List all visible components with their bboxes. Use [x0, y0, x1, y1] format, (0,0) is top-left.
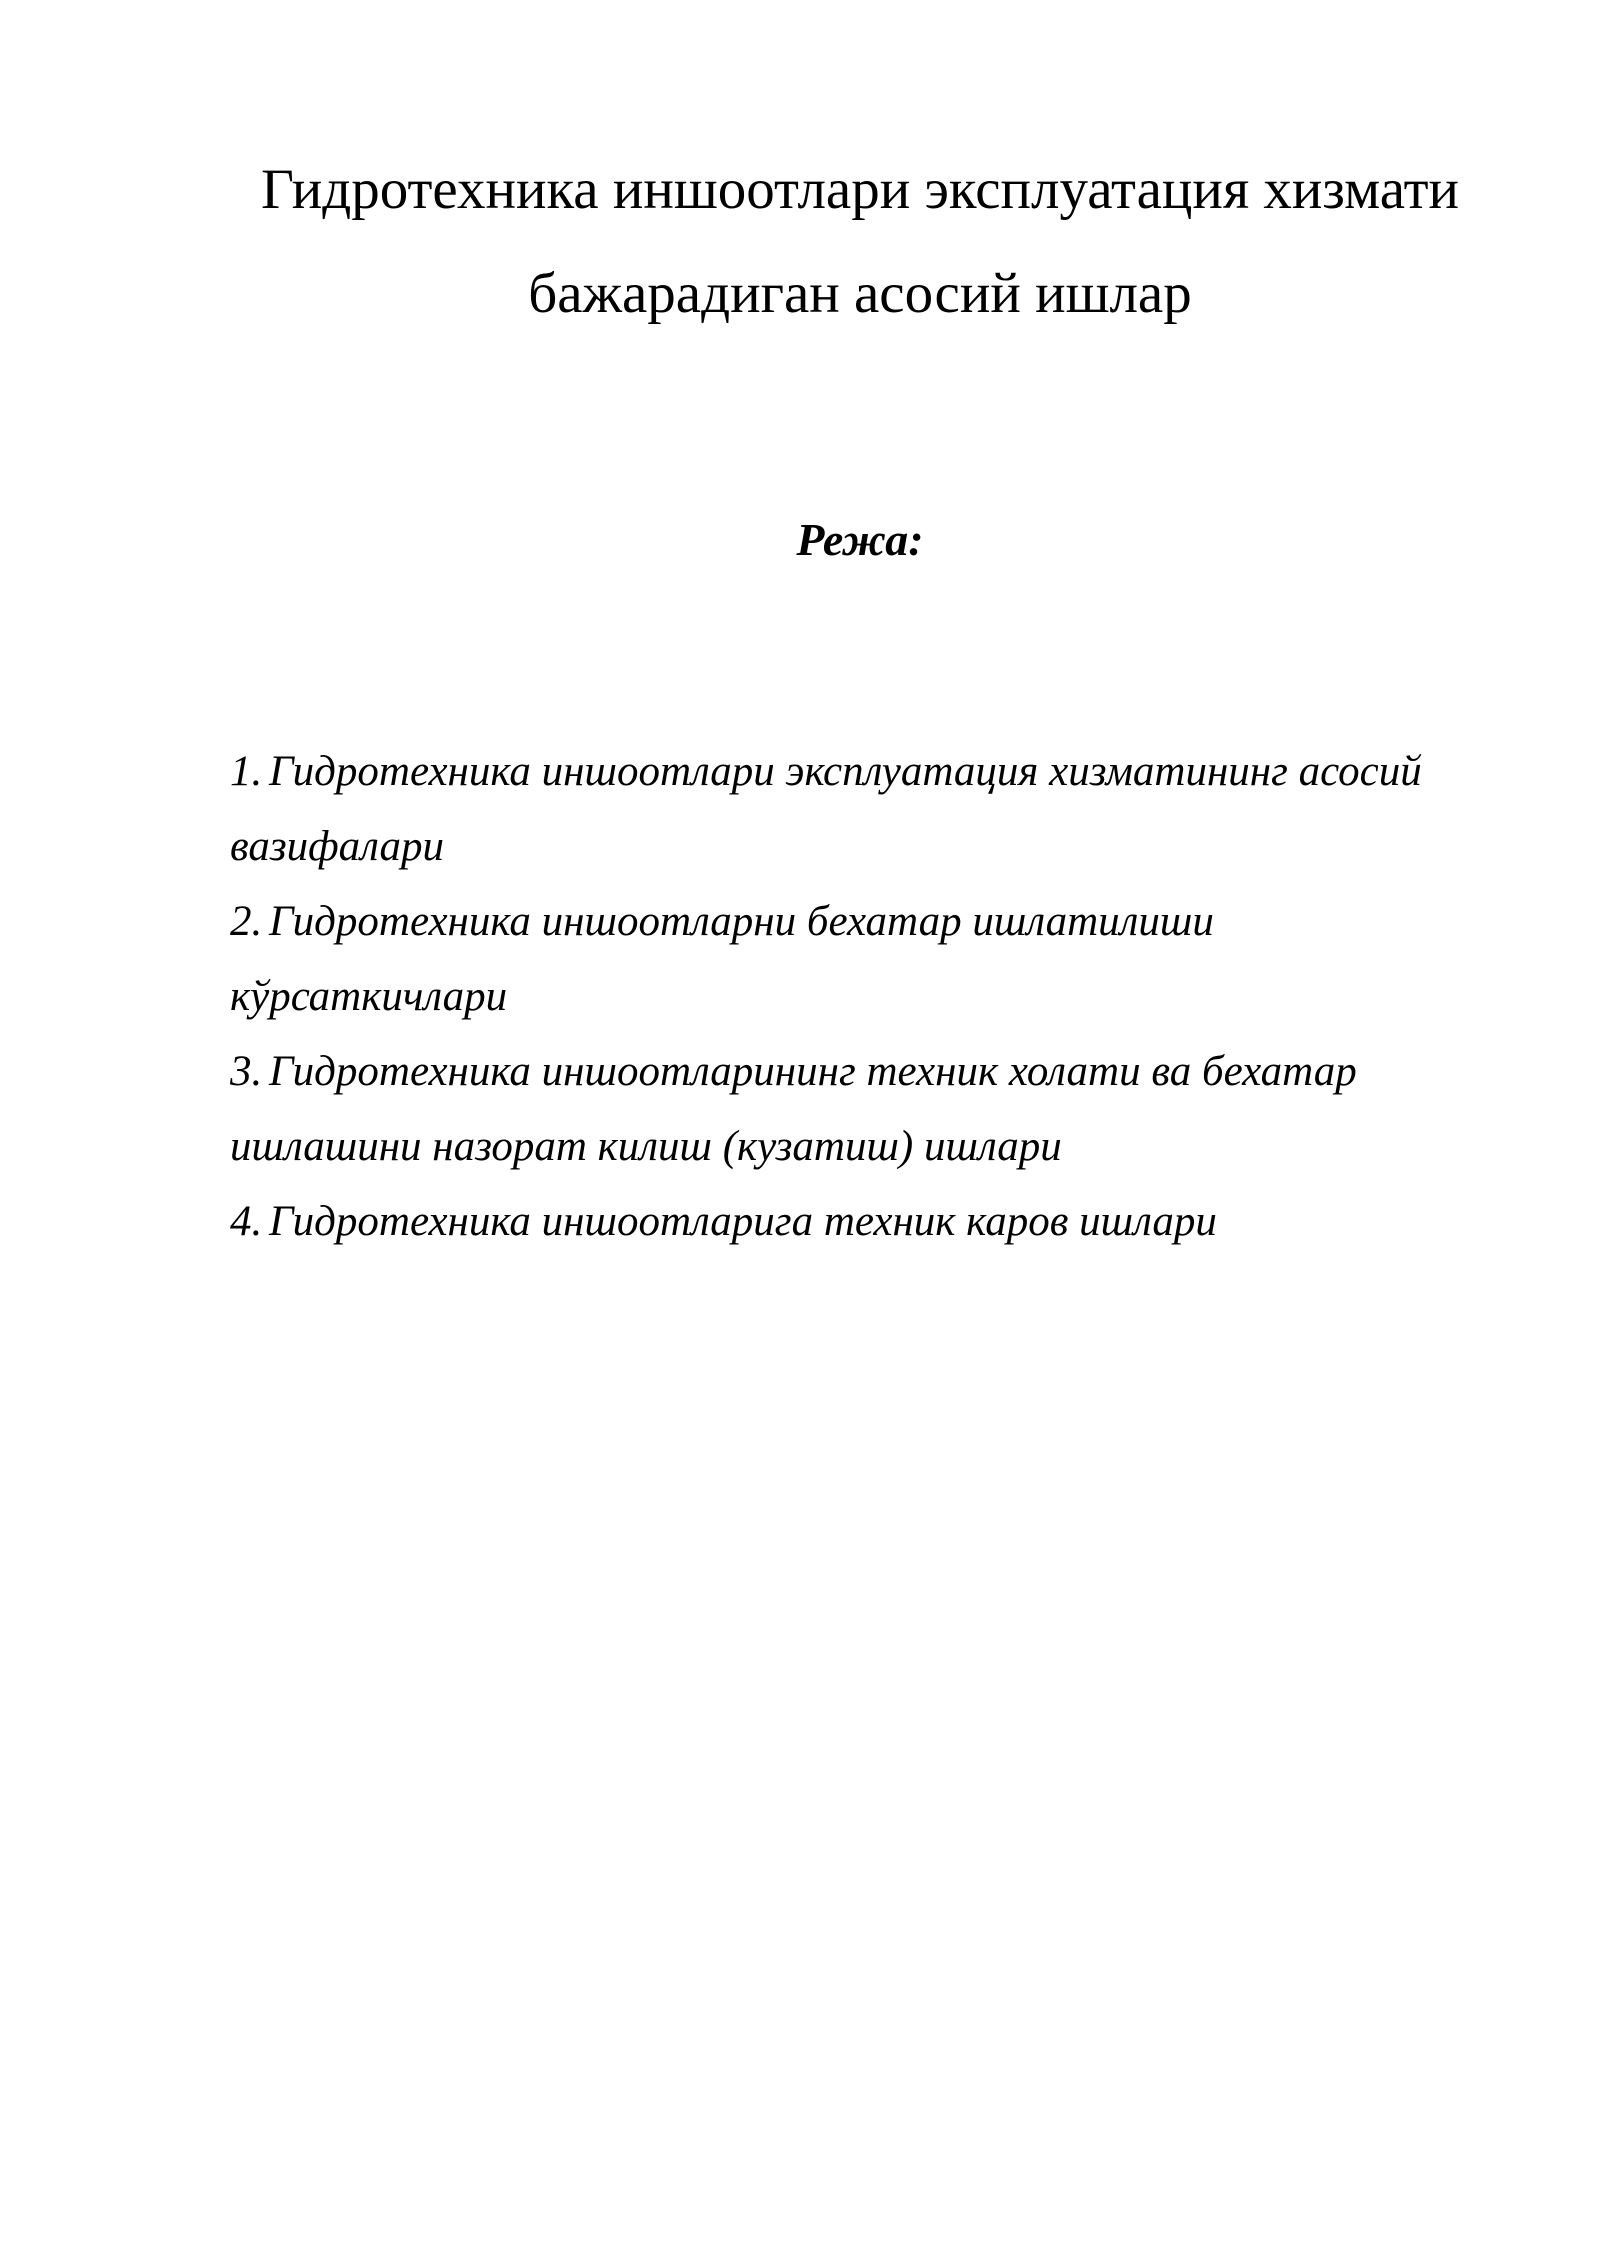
list-item-3-continuation: ишлашини назорат килиш (кузатиш) ишлари [230, 1123, 1062, 1170]
plan-heading: Режа: [796, 514, 924, 565]
list-item-2-continuation: кўрсаткичлари [230, 973, 508, 1020]
list-item-text: Гидротехника иншоотларни бехатар ишлатилиши [269, 898, 1214, 945]
title-line-1: Гидротехника иншоотлари эксплуатация хизмати [260, 158, 1460, 221]
list-item-3 [230, 1050, 1357, 1093]
list-item-number: 3. [230, 1048, 263, 1095]
list-item-2 [230, 900, 1214, 943]
list-item-1 [230, 750, 1422, 793]
list-item-text: Гидротехника иншоотларининг техник холати ва бехатар [269, 1048, 1357, 1095]
title-line-2: бажарадиган асосий ишлар [528, 262, 1192, 325]
list-item-text: Гидротехника иншоотлари эксплуатация хизматининг асосий [269, 748, 1422, 795]
list-item-text: Гидротехника иншоотларига техник каров ишлари [269, 1198, 1217, 1245]
list-item-1-continuation: вазифалари [230, 823, 444, 870]
list-item-4 [230, 1200, 1217, 1243]
list-item-number: 4. [230, 1198, 263, 1245]
list-item-number: 1. [230, 748, 263, 795]
list-item-number: 2. [230, 898, 263, 945]
